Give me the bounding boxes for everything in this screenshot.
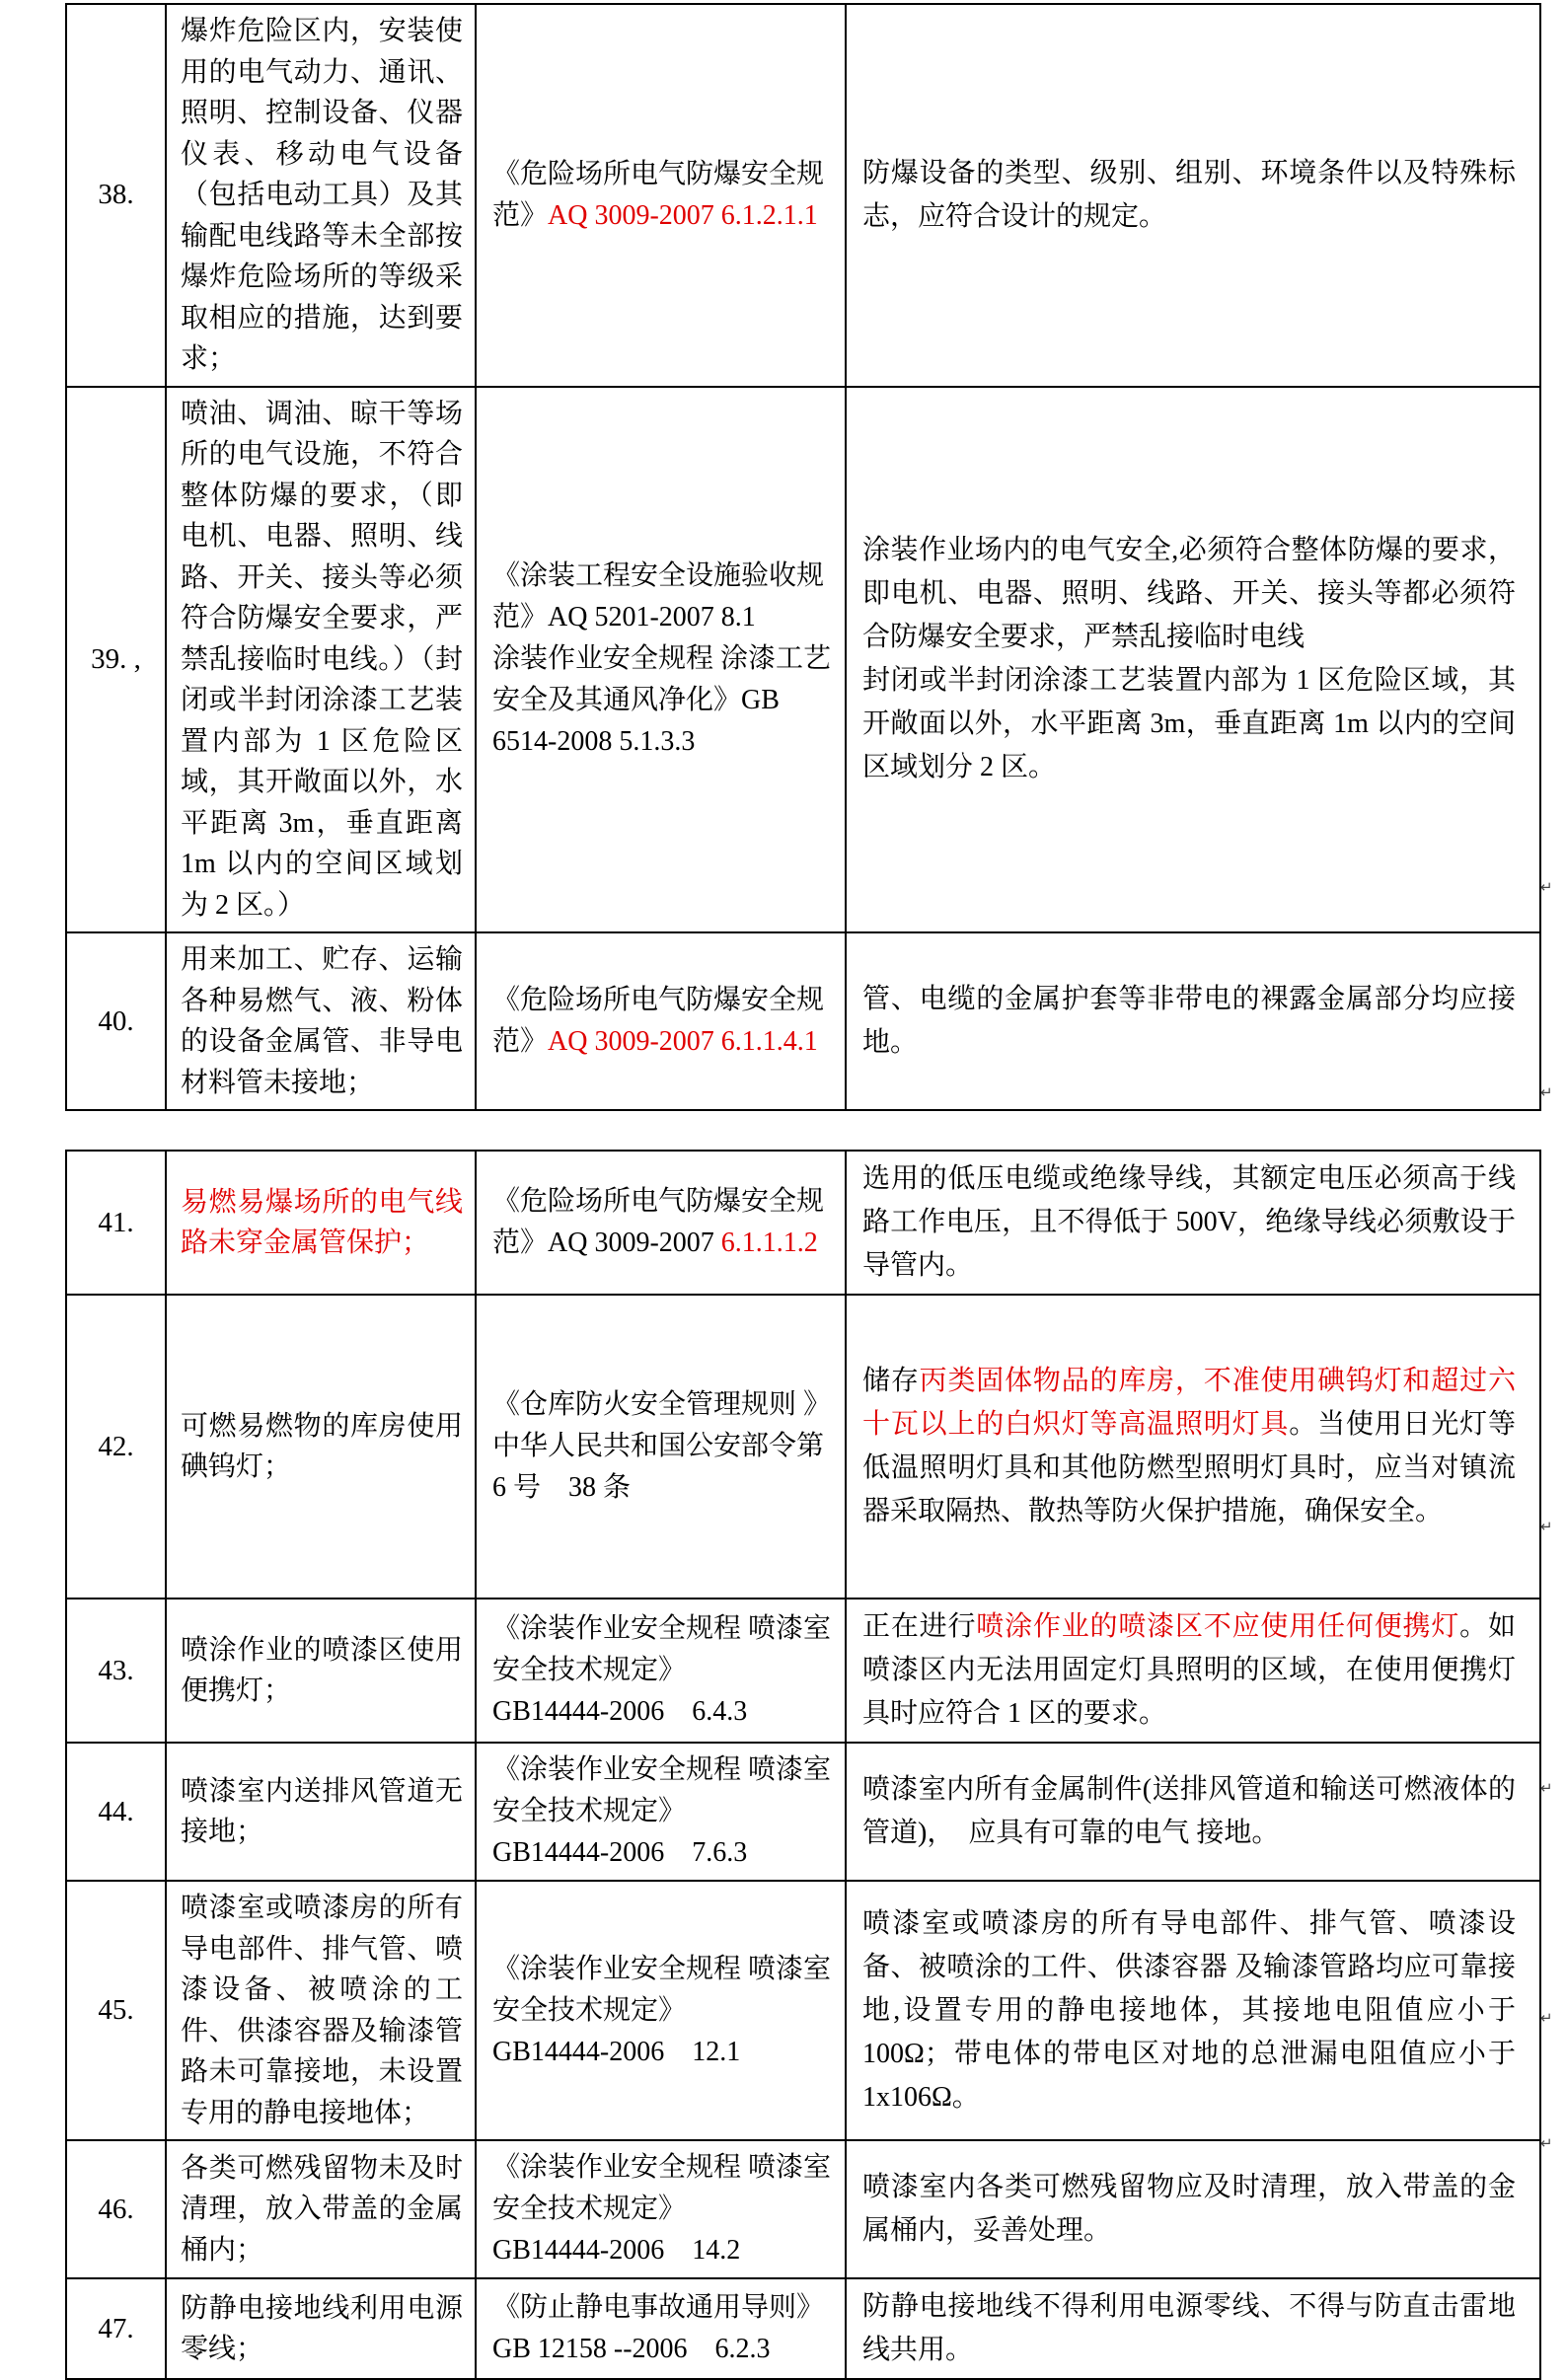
row-number: 42. <box>98 1430 134 1462</box>
requirement-cell <box>846 1599 1540 1743</box>
violation-cell <box>166 2278 476 2379</box>
violation-text: 喷漆室或喷漆房的所有导电部件、排气管、喷漆设备、被喷涂的工件、供漆容器及输漆管路未可靠接地，未设置专用的静电接地体； <box>181 1893 463 2128</box>
regulation-clause: AQ 3009-2007 6.1.2.1.1 <box>548 199 818 231</box>
regulation-cell <box>476 1599 846 1743</box>
row-number-cell <box>66 2278 166 2379</box>
violation-cell <box>166 1295 476 1599</box>
row-number-cell <box>66 1151 166 1295</box>
row-number: 47. <box>98 2312 134 2344</box>
violation-cell <box>166 1599 476 1743</box>
requirement-text-2: 。如喷漆区内无法用固定灯具照明的区域，在使用便携灯具时应符合 1 区的要求。 <box>862 1611 1516 1729</box>
regulation-cell <box>476 2140 846 2278</box>
regulation-title: 《仓库防火安全管理规则 》中华人民共和国公安部令第 6 号 38 条 <box>492 1389 832 1503</box>
safety-table-lower <box>65 1150 1541 2380</box>
row-number: 38. <box>98 179 134 211</box>
row-number-cell <box>66 1743 166 1881</box>
violation-text: 可燃易燃物的库房使用碘钨灯； <box>181 1410 463 1482</box>
regulation-clause: GB14444-2006 14.2 <box>492 2235 741 2266</box>
regulation-clause: GB14444-2006 12.1 <box>492 2036 741 2067</box>
violation-text: 喷漆室内送排风管道无接地； <box>181 1775 463 1847</box>
row-number-cell <box>66 1599 166 1743</box>
requirement-cell <box>846 1151 1540 1295</box>
row-number-cell <box>66 2140 166 2278</box>
paragraph-mark: ↵ <box>1540 1083 1553 1101</box>
requirement-text: 防静电接地线不得利用电源零线、不得与防直击雷地线共用。 <box>862 2291 1516 2365</box>
requirement-cell <box>846 932 1540 1110</box>
regulation-title: 《涂装工程安全设施验收规范》AQ 5201-2007 8.1 <box>492 560 825 633</box>
regulation-cell <box>476 1151 846 1295</box>
row-number: 40. <box>98 1004 134 1037</box>
regulation-title: 《涂装作业安全规程 喷漆室安全技术规定》 <box>492 1754 832 1826</box>
requirement-cell <box>846 1295 1540 1599</box>
row-number-cell <box>66 387 166 933</box>
requirement-text: 喷漆室内所有金属制件(送排风管道和输送可燃液体的管道)， 应具有可靠的电气 接地。 <box>862 1774 1516 1848</box>
table-row-41 <box>66 1151 1540 1295</box>
regulation-cell <box>476 932 846 1110</box>
requirement-text: 选用的低压电缆或绝缘导线，其额定电压必须高于线路工作电压，且不得低于 500V，绝缘导线必须敷设于导管内。 <box>862 1163 1516 1281</box>
requirement-text: 防爆设备的类型、级别、组别、环境条件以及特殊标志，应符合设计的规定。 <box>862 157 1516 232</box>
regulation-cell <box>476 4 846 387</box>
paragraph-mark: ↵ <box>1540 1518 1553 1535</box>
violation-cell <box>166 2140 476 2278</box>
table-separator-gap <box>65 1111 1545 1150</box>
table-row-39 <box>66 387 1540 933</box>
regulation-title: 《防止静电事故通用导则》 <box>492 2292 825 2323</box>
violation-cell <box>166 387 476 933</box>
violation-cell <box>166 1881 476 2140</box>
row-number-cell <box>66 4 166 387</box>
requirement-cell <box>846 2140 1540 2278</box>
paragraph-mark: ↵ <box>1540 1779 1553 1797</box>
requirement-text: 喷漆室或喷漆房的所有导电部件、排气管、喷漆设备、被喷涂的工件、供漆容器 及输漆管路均应可靠接地,设置专用的静电接地体，其接地电阻值应小于 100Ω；带电体的带电区对地的总泄漏电阻值应小于 1x106Ω。 <box>862 1907 1516 2113</box>
regulation-clause: 6.1.1.1.2 <box>720 1227 818 1258</box>
paragraph-mark: ↵ <box>1540 2134 1553 2152</box>
regulation-cell <box>476 1295 846 1599</box>
regulation-title: 《涂装作业安全规程 喷漆室安全技术规定》 <box>492 1613 832 1685</box>
regulation-title: 《危险场所电气防爆安全规范》 <box>492 985 825 1057</box>
violation-cell <box>166 4 476 387</box>
regulation-title: 《涂装作业安全规程 喷漆室安全技术规定》 <box>492 1953 832 2026</box>
requirement-text-2: 封闭或半封闭涂漆工艺装置内部为 1 区危险区域，其开敞面以外，水平距离 3m，垂直距离 1m 以内的空间区域划分 2 区。 <box>862 665 1516 783</box>
regulation-title: 《危险场所电气防爆安全规范》AQ 3009-2007 <box>492 1186 825 1258</box>
paragraph-mark: ↵ <box>1540 878 1553 896</box>
row-number: 44. <box>98 1795 134 1827</box>
table-row-44 <box>66 1743 1540 1881</box>
row-number: 39. , <box>91 642 141 675</box>
requirement-text: 涂装作业场内的电气安全,必须符合整体防爆的要求，即电机、电器、照明、线路、开关、接头等都必须符合防爆安全要求，严禁乱接临时电线 <box>862 535 1516 653</box>
regulation-cell <box>476 1743 846 1881</box>
requirement-text: 管、电缆的金属护套等非带电的裸露金属部分均应接地。 <box>862 984 1516 1058</box>
requirement-cell <box>846 2278 1540 2379</box>
safety-checklist-document <box>65 3 1545 2380</box>
regulation-title: 《涂装作业安全规程 喷漆室安全技术规定》 <box>492 2152 832 2224</box>
violation-text: 用来加工、贮存、运输各种易燃气、液、粉体的设备金属管、非导电材料管未接地； <box>181 944 463 1098</box>
violation-text: 爆炸危险区内，安装使用的电气动力、通讯、照明、控制设备、仪器仪表、移动电气设备（包括电动工具）及其输配电线路等未全部按爆炸危险场所的等级采取相应的措施，达到要求； <box>181 16 463 374</box>
table-row-45 <box>66 1881 1540 2140</box>
regulation-cell <box>476 387 846 933</box>
table-row-38 <box>66 4 1540 387</box>
regulation-cell <box>476 2278 846 2379</box>
requirement-cell <box>846 387 1540 933</box>
regulation-title: 《危险场所电气防爆安全规范》 <box>492 158 825 231</box>
row-number: 46. <box>98 2193 134 2225</box>
requirement-text-2: 。当使用日光灯等低温照明灯具和其他防燃型照明灯具时，应当对镇流器采取隔热、散热等防火保护措施，确保安全。 <box>862 1409 1516 1526</box>
violation-text: 易燃易爆场所的电气线路未穿金属管保护； <box>181 1186 463 1258</box>
table-row-42 <box>66 1295 1540 1599</box>
requirement-text: 储存 <box>862 1366 920 1396</box>
table-row-40 <box>66 932 1540 1110</box>
regulation-clause: AQ 3009-2007 6.1.1.4.1 <box>548 1026 818 1057</box>
violation-cell <box>166 932 476 1110</box>
violation-text: 喷涂作业的喷漆区使用便携灯； <box>181 1634 463 1706</box>
table-row-46 <box>66 2140 1540 2278</box>
requirement-text: 正在进行 <box>862 1611 977 1642</box>
row-number: 45. <box>98 1994 134 2026</box>
row-number: 43. <box>98 1654 134 1686</box>
requirement-cell <box>846 4 1540 387</box>
violation-text: 喷油、调油、晾干等场所的电气设施，不符合整体防爆的要求，（即电机、电器、照明、线路、开关、接头等必须符合防爆安全要求，严禁乱接临时电线。）（封闭或半封闭涂漆工艺装置内部为 1 区危险区域，其开敞面以外，水平距离 3m，垂直距离 1m 以内的空间区域划为 2 区。） <box>181 398 463 921</box>
regulation-cell <box>476 1881 846 2140</box>
violation-text: 防静电接地线利用电源零线； <box>181 2292 463 2364</box>
requirement-cell <box>846 1881 1540 2140</box>
table-row-43 <box>66 1599 1540 1743</box>
violation-text: 各类可燃残留物未及时清理，放入带盖的金属桶内； <box>181 2152 463 2266</box>
requirement-text-red: 丙类固体物品的库房，不准使用碘钨灯和超过六十瓦以上的白炽灯等高温照明灯具 <box>862 1366 1516 1440</box>
paragraph-mark: ↵ <box>1540 2009 1553 2027</box>
row-number-cell <box>66 932 166 1110</box>
requirement-text: 喷漆室内各类可燃残留物应及时清理，放入带盖的金属桶内，妥善处理。 <box>862 2172 1516 2246</box>
table-row-47 <box>66 2278 1540 2379</box>
row-number-cell <box>66 1295 166 1599</box>
violation-cell <box>166 1151 476 1295</box>
requirement-cell <box>846 1743 1540 1881</box>
violation-cell <box>166 1743 476 1881</box>
regulation-clause: GB14444-2006 7.6.3 <box>492 1837 748 1868</box>
requirement-text-red: 喷涂作业的喷漆区不应使用任何便携灯 <box>976 1611 1460 1642</box>
row-number: 41. <box>98 1206 134 1238</box>
regulation-clause: GB 12158 --2006 6.2.3 <box>492 2334 771 2364</box>
regulation-clause: GB14444-2006 6.4.3 <box>492 1696 748 1727</box>
safety-table-upper <box>65 3 1541 1111</box>
regulation-title-2: 涂装作业安全规程 涂漆工艺安全及其通风净化》GB 6514-2008 5.1.3.3 <box>492 643 832 758</box>
row-number-cell <box>66 1881 166 2140</box>
